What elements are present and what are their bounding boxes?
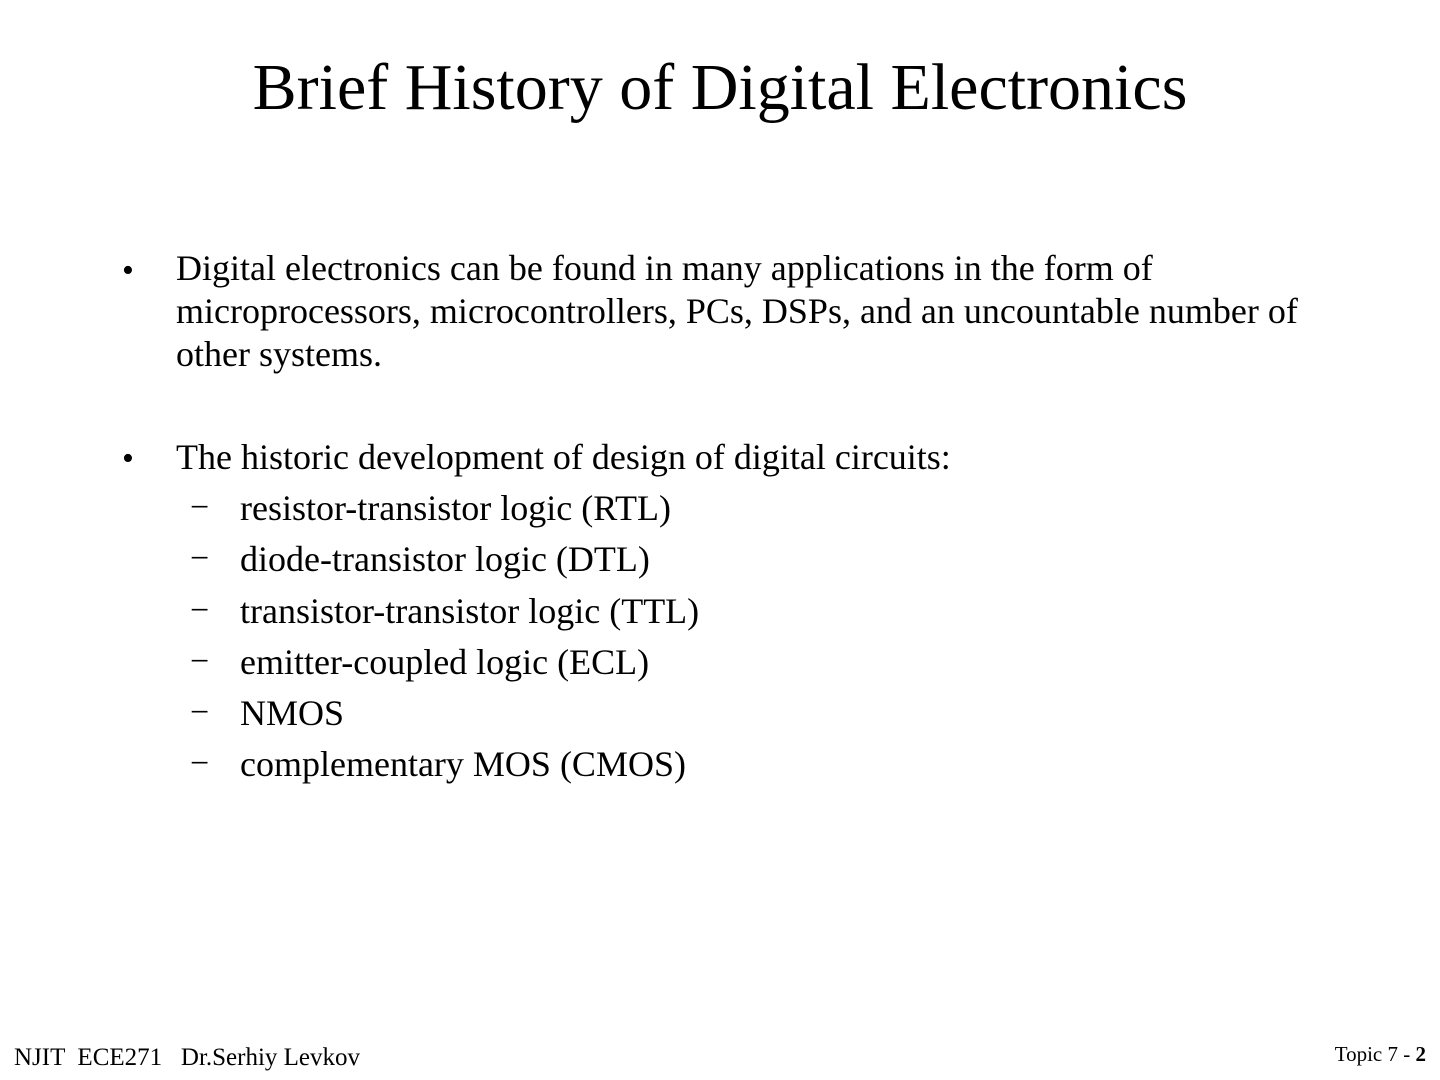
sub-item-marker: − (190, 489, 210, 526)
sub-item-nmos: NMOS (240, 693, 345, 733)
footer-page-number: 2 (1415, 1042, 1426, 1066)
sub-item-marker: − (190, 592, 210, 629)
sub-item-marker: − (190, 745, 210, 782)
footer-page-label (1335, 1041, 1426, 1067)
footer-topic-prefix: Topic 7 - (1334, 1042, 1416, 1066)
sub-item-marker: − (190, 643, 210, 680)
bullet-marker: • (122, 252, 134, 289)
footer-course-info: NJIT ECE271 Dr.Serhiy Levkov (14, 1044, 361, 1071)
sub-item-dtl: diode-transistor logic (DTL) (240, 539, 650, 579)
sub-item-ecl: emitter-coupled logic (ECL) (240, 642, 650, 682)
slide-title: Brief History of Digital Electronics (252, 51, 1188, 124)
sub-item-ttl: transistor-transistor logic (TTL) (240, 591, 700, 631)
bullet-text-historic-development: The historic development of design of digital circuits: (176, 437, 951, 477)
sub-item-rtl: resistor-transistor logic (RTL) (240, 488, 672, 528)
sub-item-marker: − (190, 694, 210, 731)
sub-item-cmos: complementary MOS (CMOS) (240, 744, 686, 784)
bullet-text-applications: Digital electronics can be found in many applications in the form of microprocessors, microcontrollers, PCs, DSPs, and an uncountable number of other systems. (176, 248, 1298, 374)
bullet-marker: • (122, 440, 134, 477)
sub-item-marker: − (190, 540, 210, 577)
